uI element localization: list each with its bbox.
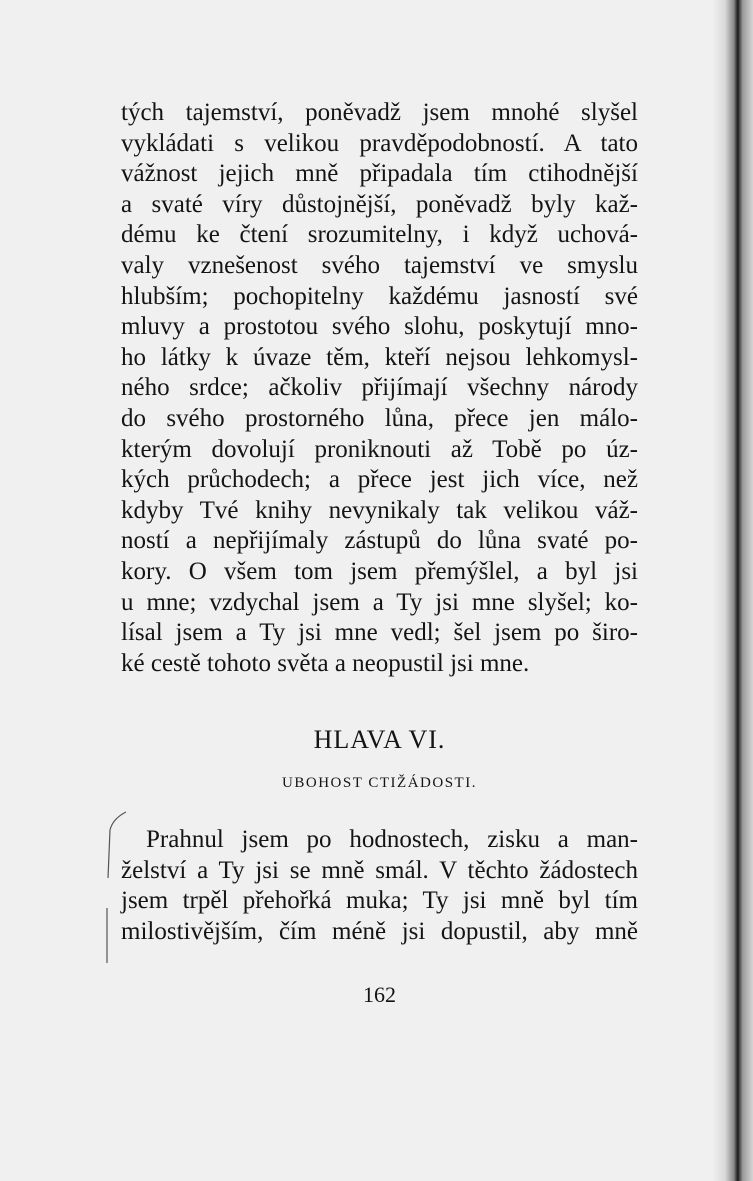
text-line: želství a Ty jsi se mně smál. V těchto žádostech <box>121 856 638 884</box>
text-line: jsem trpěl přehořká muka; Ty jsi mně byl tím <box>121 887 638 915</box>
book-gutter-shadow <box>713 0 753 1181</box>
text-line: lísal jsem a Ty jsi mne vedl; šel jsem po širo- <box>121 619 638 647</box>
text-line: tých tajemství, poněvadž jsem mnohé slyšel <box>121 99 638 126</box>
text-line: kterým dovolují proniknouti až Tobě po úz- <box>121 435 638 463</box>
text-line: kory. O všem tom jsem přemýšlel, a byl jsi <box>121 557 638 585</box>
page-number: 162 <box>363 982 396 1007</box>
text-line: a svaté víry důstojnější, poněvadž byly kaž- <box>121 190 638 218</box>
text-line: hlubším; pochopitelny každému jasností své <box>121 282 638 310</box>
text-line: ného srdce; ačkoliv přijímají všechny národy <box>121 374 638 402</box>
text-line: ké cestě tohoto světa a neopustil jsi mne. <box>121 649 530 677</box>
text-line: mluvy a prostotou svého slohu, poskytují mno- <box>121 313 638 341</box>
text-line: kdyby Tvé knihy nevynikaly tak velikou váž- <box>121 496 638 524</box>
chapter-title: HLAVA VI. <box>313 725 446 754</box>
text-line: vykládati s velikou pravděpodobností. A tato <box>121 129 638 157</box>
text-line: dému ke čtení srozumitelny, i když uchová- <box>121 221 638 249</box>
text-line: kých průchodech; a přece jest jich více, než <box>121 466 638 494</box>
text-line: valy vznešenost svého tajemství ve smyslu <box>121 251 638 279</box>
paragraph-continued <box>121 98 638 679</box>
text-line: milostivějším, čím méně jsi dopustil, aby mně <box>121 917 638 945</box>
chapter-subtitle: UBOHOST CTIŽÁDOSTI. <box>282 775 477 791</box>
text-line: do svého prostorného lůna, přece jen málo- <box>121 404 638 432</box>
text-line: vážnost jejich mně připadala tím ctihodnější <box>121 160 638 188</box>
text-line: Prahnul jsem po hodnostech, zisku a man- <box>146 826 638 853</box>
text-line: u mne; vzdychal jsem a Ty jsi mne slyšel; ko- <box>121 588 638 616</box>
paragraph-chapter-start <box>121 825 638 947</box>
text-line: ho látky k úvaze těm, kteří nejsou lehkomysl- <box>121 343 638 371</box>
text-line: ností a nepřijímaly zástupů do lůna svaté po- <box>121 527 638 555</box>
